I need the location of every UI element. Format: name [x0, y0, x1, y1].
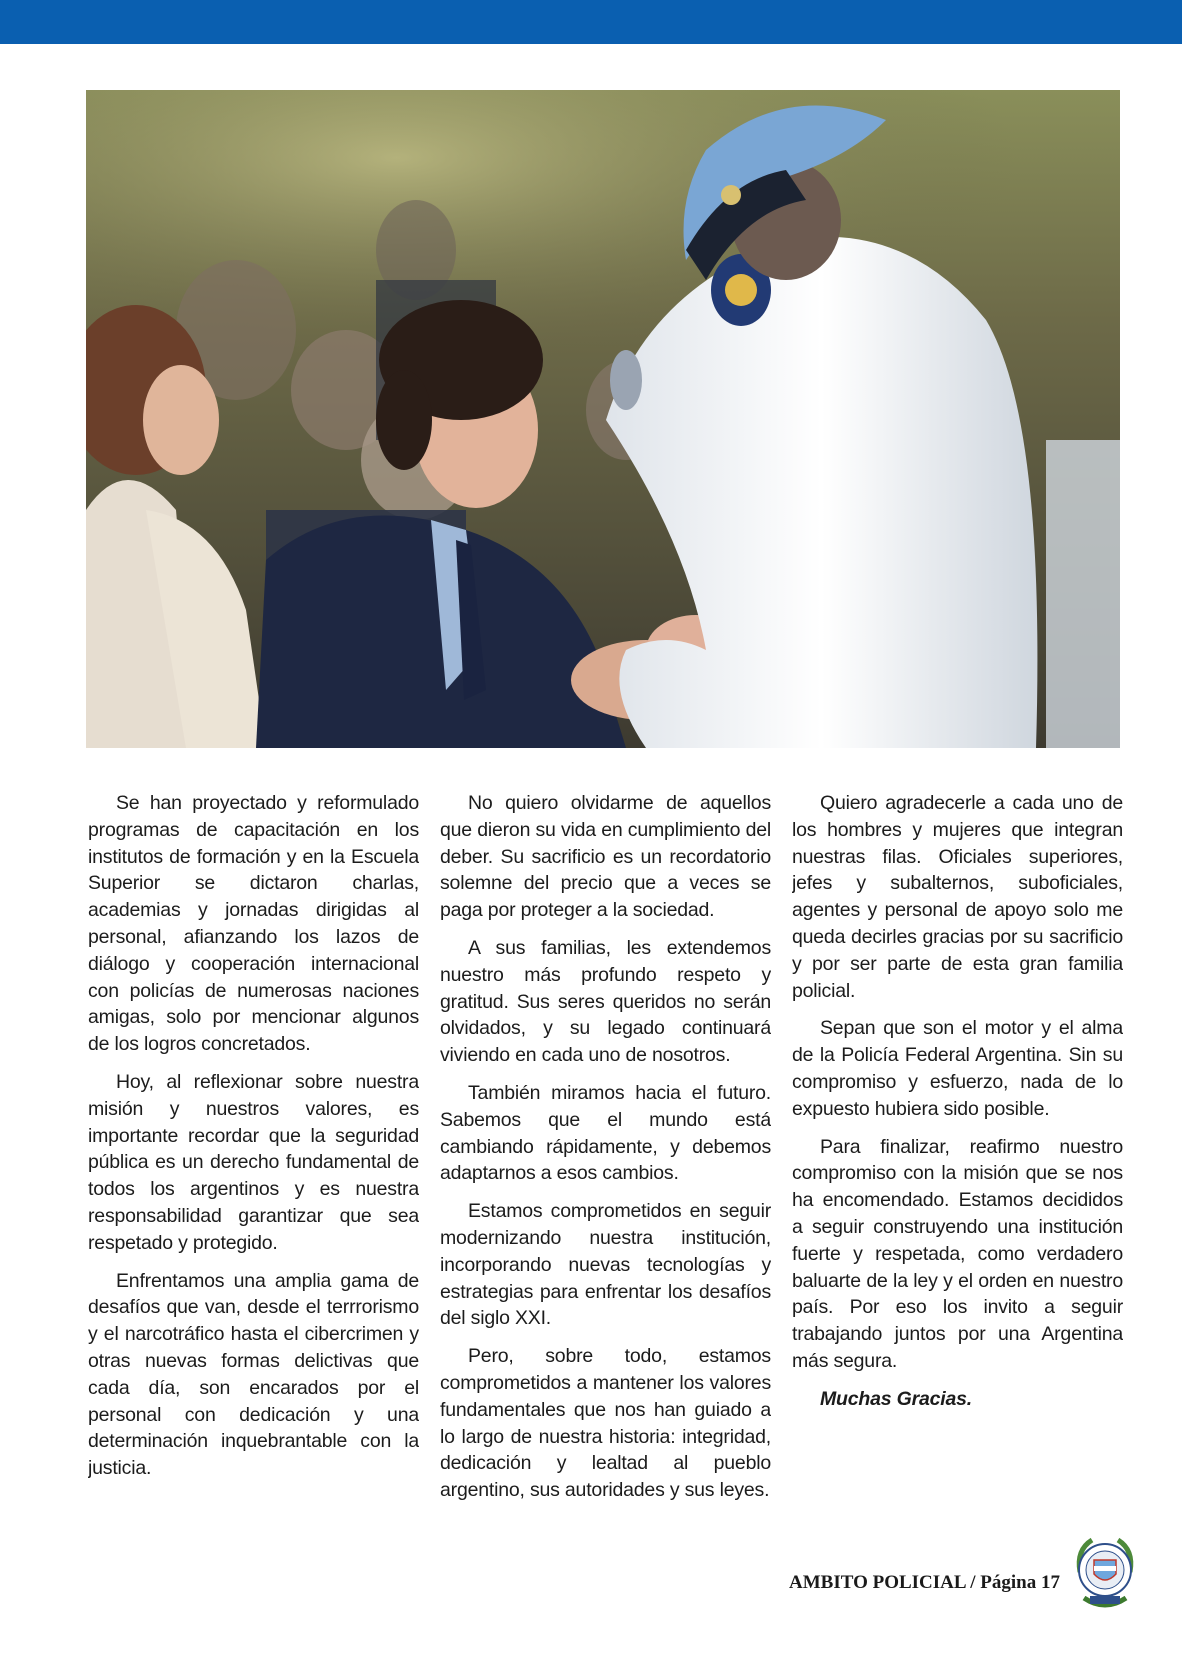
ceremony-photo — [86, 90, 1120, 748]
article-column-2 — [440, 790, 771, 1500]
article-paragraph: No quiero olvidarme de aquellos que dieron su vida en cumplimiento del deber. Su sacrificio es un recordatorio solemne del precio que a veces se paga por proteger a la sociedad. — [440, 792, 771, 922]
article-paragraph: Para finalizar, reafirmo nuestro compromiso con la misión que se nos ha encomendado. Estamos decididos a seguir construyendo una institución fuerte y respetada, como verdadero baluarte de la ley y el orden en nuestro país. Por eso los invito a seguir trabajando juntos por una Argentina más segura. — [792, 1135, 1123, 1372]
police-seal-icon — [1072, 1532, 1138, 1614]
article-paragraph: Quiero agradecerle a cada uno de los hombres y mujeres que integran nuestras filas. Oficiales superiores, jefes y subalternos, suboficiales, agentes y personal de apoyo solo me queda decirles gracias por su sacrificio y por ser parte de esta gran familia policial. — [792, 792, 1123, 1002]
article-paragraph: Pero, sobre todo, estamos comprometidos a mantener los valores fundamentales que nos han guiado a lo largo de nuestra historia: integridad, dedicación y lealtad al pueblo argentino, sus autoridades y sus leyes. — [440, 1345, 771, 1500]
signoff: Muchas Gracias. — [820, 1387, 972, 1410]
article-column-1 — [88, 790, 419, 1500]
article-paragraph: También miramos hacia el futuro. Sabemos que el mundo está cambiando rápidamente, y debemos adaptarnos a esos cambios. — [440, 1081, 771, 1185]
publication-name: AMBITO POLICIAL — [789, 1572, 966, 1593]
article-paragraph: A sus familias, les extendemos nuestro más profundo respeto y gratitud. Sus seres queridos no serán olvidados, y su legado continuará viviendo en cada uno de nosotros. — [440, 936, 771, 1067]
page-number: Página 17 — [980, 1572, 1060, 1593]
article-paragraph: Se han proyectado y reformulado programas de capacitación en los institutos de formación y en la Escuela Superior se dictaron charlas, academias y jornadas dirigidas al personal, afianzando los lazos de diálogo y cooperación internacional con policías de numerosas naciones amigas, solo por mencionar algunos de los logros concretados. — [88, 792, 419, 1056]
header-color-bar — [0, 0, 1182, 44]
article-paragraph: Enfrentamos una amplia gama de desafíos que van, desde el terrrorismo y el narcotráfico hasta el cibercrimen y otras nuevas formas delictivas que cada día, son encarados por el personal con dedicación y una determinación inquebrantable con la justicia. — [88, 1269, 419, 1480]
footer-separator: / — [970, 1572, 976, 1593]
page-footer — [789, 1572, 1060, 1594]
article-body — [88, 790, 1123, 1500]
article-column-3 — [792, 790, 1123, 1500]
article-paragraph: Sepan que son el motor y el alma de la Policía Federal Argentina. Sin su compromiso y esfuerzo, nada de lo expuesto hubiera sido posible. — [792, 1017, 1123, 1120]
article-paragraph: Estamos comprometidos en seguir modernizando nuestra institución, incorporando nuevas tecnologías y estrategias para enfrentar los desafíos del siglo XXI. — [440, 1200, 771, 1330]
article-paragraph: Hoy, al reflexionar sobre nuestra misión y nuestros valores, es importante recordar que la seguridad pública es un derecho fundamental de todos los argentinos y es nuestra responsabilidad garantizar que sea respetado y protegido. — [88, 1070, 419, 1254]
ceremony-photo-illustration — [86, 90, 1120, 748]
